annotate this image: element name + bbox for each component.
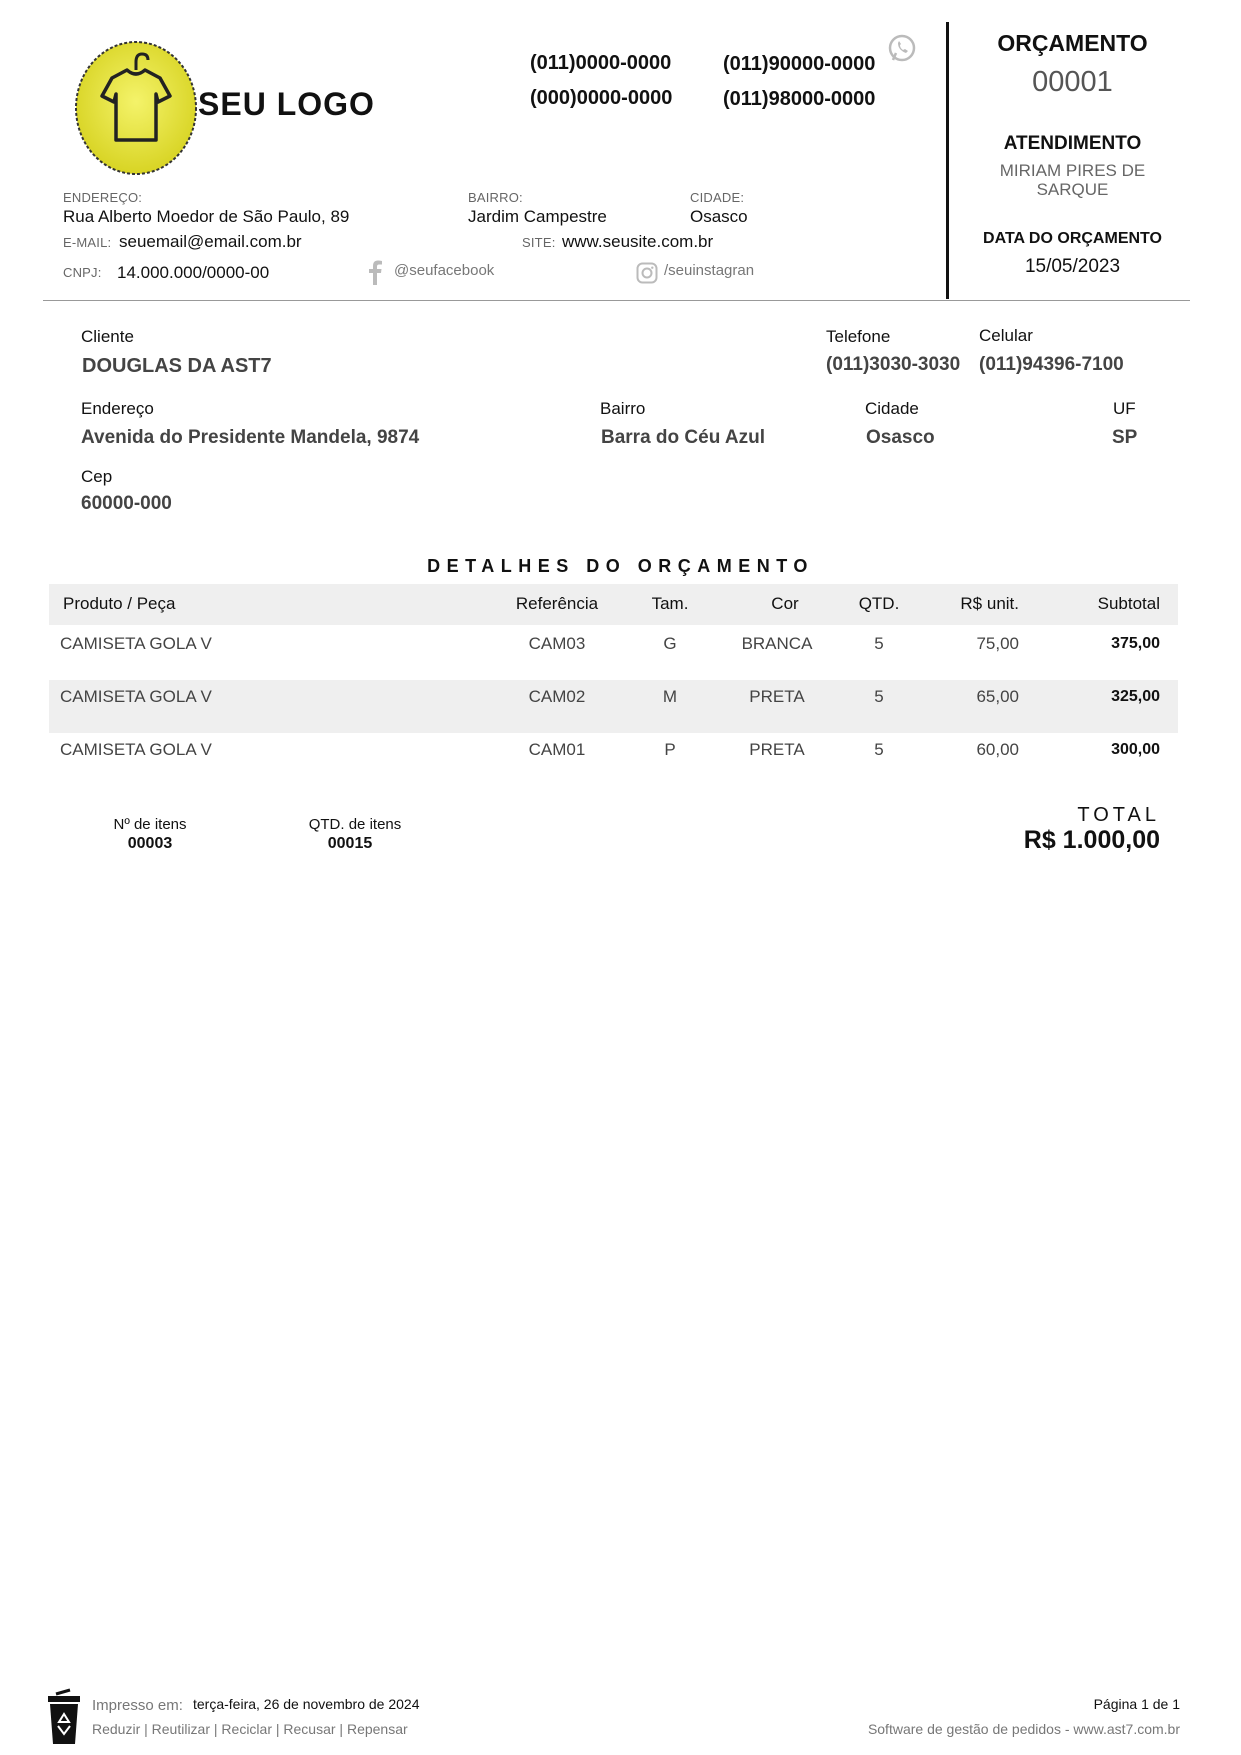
col-header-subtotal: Subtotal <box>1097 594 1160 613</box>
attendant-name-line2: SARQUE <box>1036 180 1109 199</box>
row-qty: 5 <box>874 687 884 706</box>
printed-date: terça-feira, 26 de novembro de 2024 <box>193 1696 420 1712</box>
row-product: CAMISETA GOLA V <box>60 740 212 759</box>
details-title: DETALHES DO ORÇAMENTO <box>427 556 814 576</box>
company-cidade-label: CIDADE: <box>690 190 745 205</box>
company-email-label: E-MAIL: <box>63 235 112 250</box>
col-header-size: Tam. <box>651 594 689 613</box>
col-header-color: Cor <box>771 594 799 613</box>
client-phone-label: Telefone <box>826 327 891 346</box>
company-email: seuemail@email.com.br <box>119 232 302 251</box>
row-subtotal: 375,00 <box>1111 635 1160 652</box>
phone-2: (000)0000-0000 <box>530 87 673 109</box>
logo-text: SEU LOGO <box>198 86 375 122</box>
row-ref: CAM03 <box>528 634 586 653</box>
recycle-text: Reduzir | Reutilizar | Reciclar | Recusar | Repensar <box>92 1721 408 1737</box>
attendant-name-line1: MIRIAM PIRES DE <box>999 161 1146 180</box>
row-subtotal: 300,00 <box>1111 741 1160 758</box>
total-value: R$ 1.000,00 <box>1023 826 1160 854</box>
items-count-label: Nº de itens <box>113 816 187 833</box>
company-cnpj: 14.000.000/0000-00 <box>117 263 270 282</box>
col-header-unit: R$ unit. <box>960 594 1019 613</box>
col-header-ref: Referência <box>515 594 599 613</box>
software-credit: Software de gestão de pedidos - www.ast7.com.br <box>867 1721 1180 1737</box>
row-size: G <box>663 634 677 653</box>
page-number: Página 1 de 1 <box>1093 1696 1180 1712</box>
company-address-label: ENDEREÇO: <box>63 190 143 205</box>
header-divider-horizontal <box>43 300 1190 301</box>
quote-date: 15/05/2023 <box>1024 256 1121 277</box>
row-product: CAMISETA GOLA V <box>60 634 212 653</box>
client-uf-label: UF <box>1113 399 1136 418</box>
company-bairro-label: BAIRRO: <box>468 190 523 205</box>
company-site: www.seusite.com.br <box>562 232 714 251</box>
company-bairro: Jardim Campestre <box>468 207 607 226</box>
row-color: BRANCA <box>741 634 813 653</box>
quote-number: 00001 <box>1032 66 1113 98</box>
client-mobile: (011)94396-7100 <box>979 354 1124 375</box>
client-cep: 60000-000 <box>81 493 172 514</box>
client-city-label: Cidade <box>865 399 919 418</box>
client-name: DOUGLAS DA AST7 <box>82 355 272 377</box>
recycle-bin-icon <box>44 1688 84 1751</box>
company-address: Rua Alberto Moedor de São Paulo, 89 <box>63 207 350 226</box>
client-address-label: Endereço <box>81 399 154 418</box>
instagram-icon <box>636 262 658 289</box>
company-facebook: @seufacebook <box>394 262 495 279</box>
client-uf: SP <box>1112 427 1138 448</box>
row-product: CAMISETA GOLA V <box>60 687 212 706</box>
row-unit: 60,00 <box>976 740 1019 759</box>
attendance-label: ATENDIMENTO <box>1003 133 1142 154</box>
whatsapp-icon <box>887 33 917 68</box>
row-qty: 5 <box>874 740 884 759</box>
client-cep-label: Cep <box>81 467 113 486</box>
company-cnpj-label: CNPJ: <box>63 265 102 280</box>
row-size: M <box>662 687 678 706</box>
row-unit: 65,00 <box>976 687 1019 706</box>
company-site-label: SITE: <box>522 235 556 250</box>
row-subtotal: 325,00 <box>1111 688 1160 705</box>
company-instagram: /seuinstagran <box>664 262 755 279</box>
col-header-qty: QTD. <box>858 594 900 613</box>
items-qty: 00015 <box>327 835 373 852</box>
client-bairro: Barra do Céu Azul <box>601 427 765 448</box>
header-divider-vertical <box>946 22 949 299</box>
client-label: Cliente <box>81 327 134 346</box>
printed-label: Impresso em: <box>92 1697 183 1714</box>
quote-date-label: DATA DO ORÇAMENTO <box>983 230 1162 247</box>
row-ref: CAM01 <box>528 740 586 759</box>
row-ref: CAM02 <box>528 687 586 706</box>
phone-3: (011)90000-0000 <box>723 53 876 75</box>
row-unit: 75,00 <box>976 634 1019 653</box>
col-header-product: Produto / Peça <box>63 594 176 613</box>
client-city: Osasco <box>866 427 935 448</box>
items-qty-label: QTD. de itens <box>308 816 402 833</box>
items-count: 00003 <box>127 835 173 852</box>
quote-title: ORÇAMENTO <box>997 30 1148 56</box>
client-mobile-label: Celular <box>979 326 1033 345</box>
facebook-icon <box>367 259 383 290</box>
total-label: TOTAL <box>1077 804 1160 826</box>
phone-1: (011)0000-0000 <box>530 52 672 74</box>
client-address: Avenida do Presidente Mandela, 9874 <box>81 427 420 448</box>
client-phone: (011)3030-3030 <box>826 354 961 375</box>
row-color: PRETA <box>749 687 805 706</box>
client-bairro-label: Bairro <box>600 399 646 418</box>
company-cidade: Osasco <box>690 207 748 226</box>
row-size: P <box>664 740 676 759</box>
row-qty: 5 <box>874 634 884 653</box>
row-color: PRETA <box>749 740 805 759</box>
phone-4: (011)98000-0000 <box>723 88 876 110</box>
